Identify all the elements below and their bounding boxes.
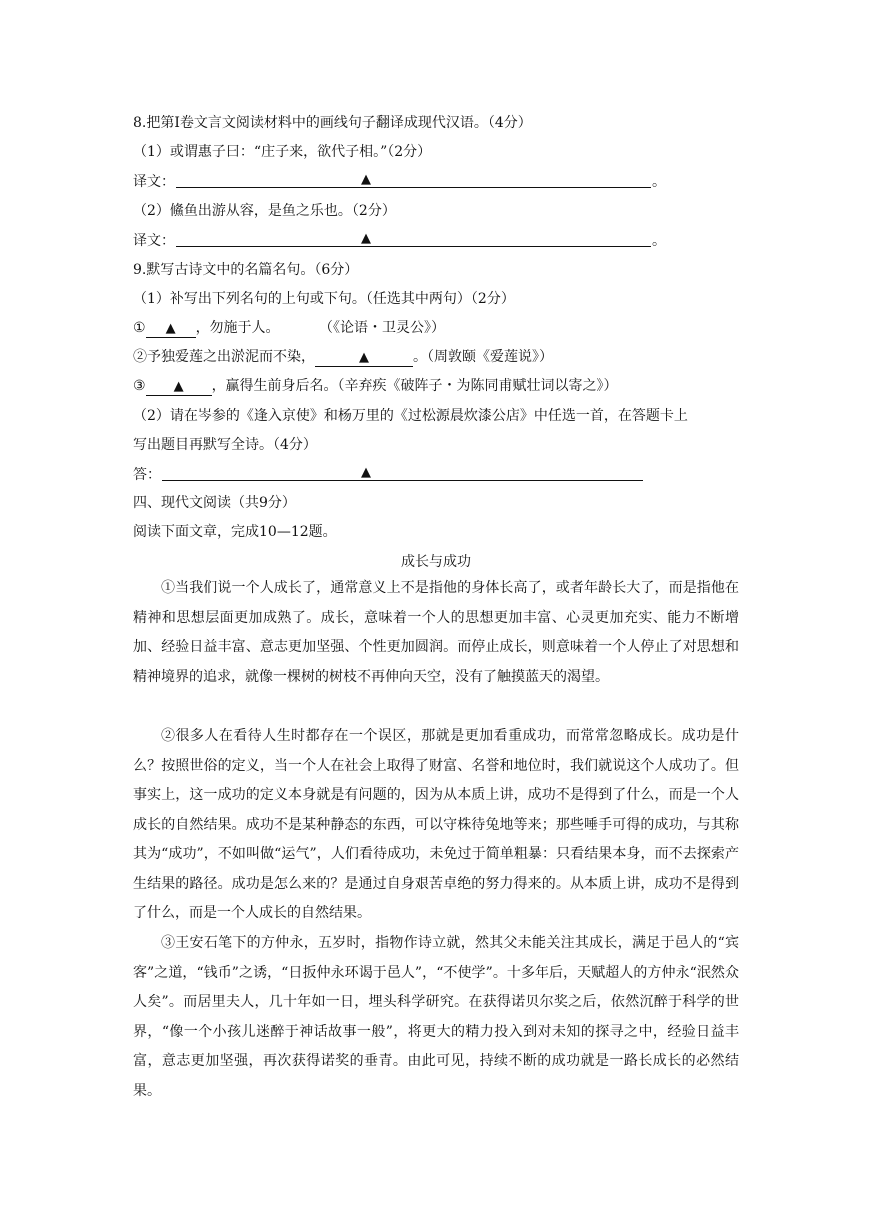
q8-item1: （1）或谓惠子曰：“庄子来，欲代子相。”（2分） bbox=[133, 144, 432, 160]
article-title: 成长与成功 bbox=[401, 554, 471, 570]
q9-line1-text: ，勿施于人。 bbox=[195, 320, 280, 336]
q8-item2: （2）鯈鱼出游从容，是鱼之乐也。（2分） bbox=[133, 203, 396, 219]
article-paragraph-1: ①当我们说一个人成长了，通常意义上不是指他的身体长高了，或者年龄长大了，而是指他在精神和思想层面更加成熟了。成长，意味着一个人的思想更加丰富、心灵更加充实、能力不断增加、经验日益丰富、意志更加坚强、个性更加圆润。而停止成长，则意味着一个人停止了对思想和精神境界的追求，就像一棵树的树枝不再伸向天空，没有了触摸蓝天的渴望。 bbox=[133, 580, 739, 685]
q9-line3-num: ③ bbox=[133, 378, 146, 394]
q9-sub2-line1: （2）请在岑参的《逢入京使》和杨万里的《过松源晨炊漆公店》中任选一首，在答题卡上 bbox=[133, 408, 688, 424]
q8-answer2-period: 。 bbox=[652, 233, 666, 249]
q9-blank1[interactable]: ▲ bbox=[146, 320, 196, 338]
q9-line1-source: （《论语・卫灵公》） bbox=[319, 320, 445, 336]
triangle-marker: ▲ bbox=[361, 231, 371, 246]
q9-line2-source: 。（周敦颐《爱莲说》） bbox=[413, 349, 553, 365]
triangle-marker: ▲ bbox=[361, 172, 371, 187]
triangle-marker: ▲ bbox=[361, 465, 371, 480]
q9-answer-label: 答： bbox=[133, 467, 161, 483]
q8-answer2-label: 译文： bbox=[133, 233, 175, 249]
q9-answer-field[interactable] bbox=[162, 480, 643, 481]
q8-answer1-period: 。 bbox=[652, 174, 666, 190]
q8-answer2-field[interactable] bbox=[176, 246, 651, 247]
q8-heading: 8.把第Ⅰ卷文言文阅读材料中的画线句子翻译成现代汉语。（4分） bbox=[133, 115, 532, 131]
section4-heading: 四、现代文阅读（共9分） bbox=[133, 495, 296, 511]
q9-line1-num: ① bbox=[133, 320, 146, 336]
q8-answer1-label: 译文： bbox=[133, 174, 175, 190]
q9-sub2-line2: 写出题目再默写全诗。（4分） bbox=[133, 437, 317, 453]
q9-sub1: （1）补写出下列名句的上句或下句。（任选其中两句）（2分） bbox=[133, 291, 515, 307]
q9-line3-text: ，赢得生前身后名。（辛弃疾《破阵子・为陈同甫赋壮词以寄之》） bbox=[211, 378, 618, 394]
q8-answer1-field[interactable] bbox=[176, 187, 651, 188]
article-paragraph-2: ②很多人在看待人生时都存在一个误区，那就是更加看重成功，而常常忽略成长。成功是什么？按照世俗的定义，当一个人在社会上取得了财富、名誉和地位时，我们就说这个人成功了。但事实上，这一成功的定义本身就是有问题的，因为从本质上讲，成功不是得到了什么，而是一个人成长的自然结果。成功不是某种静态的东西，可以守株待兔地等来；那些唾手可得的成功，与其称其为“成功”，不如叫做“运气”，人们看待成功，未免过于简单粗暴：只看结果本身，而不去探索产生结果的路径。成功是怎么来的？是通过自身艰苦卓绝的努力得来的。从本质上讲，成功不是得到了什么，而是一个人成长的自然结果。 bbox=[133, 728, 739, 921]
q9-blank2[interactable]: ▲ bbox=[315, 349, 413, 367]
section4-instruction: 阅读下面文章，完成10—12题。 bbox=[133, 524, 337, 540]
q9-line2-text: ②予独爱莲之出淤泥而不染， bbox=[133, 349, 315, 365]
q9-heading: 9.默写古诗文中的名篇名句。（6分） bbox=[133, 262, 359, 278]
q9-line3 bbox=[133, 376, 618, 396]
q9-line2 bbox=[133, 347, 553, 367]
q9-blank3[interactable]: ▲ bbox=[146, 378, 212, 396]
article-paragraph-3: ③王安石笔下的方仲永，五岁时，指物作诗立就，然其父未能关注其成长，满足于邑人的“宾客”之道，“钱币”之诱，“日扳仲永环谒于邑人”，“不使学”。十多年后，天赋超人的方仲永“泯然众人矣”。而居里夫人，几十年如一日，埋头科学研究。在获得诺贝尔奖之后，依然沉醉于科学的世界，“像一个小孩儿迷醉于神话故事一般”，将更大的精力投入到对未知的探寻之中，经验日益丰富，意志更加坚强，再次获得诺奖的垂青。由此可见，持续不断的成功就是一路长成长的必然结果。 bbox=[133, 935, 739, 1099]
q9-line1 bbox=[133, 318, 280, 338]
